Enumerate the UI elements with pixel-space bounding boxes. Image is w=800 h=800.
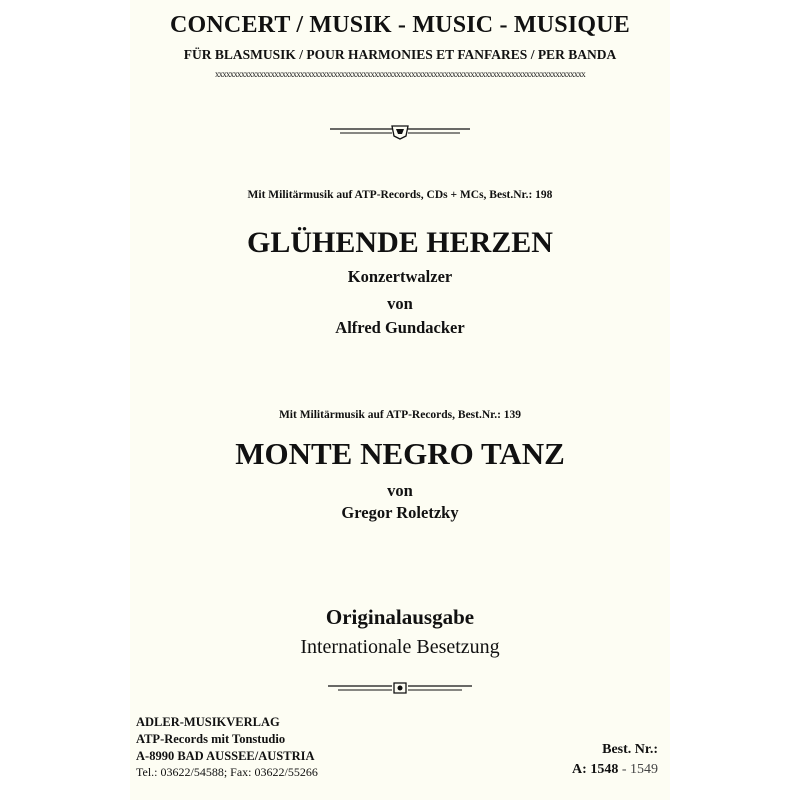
order-number-extra: - 1549 [621, 762, 658, 777]
edition-scoring: Internationale Besetzung [300, 636, 500, 658]
publisher-studio: ATP-Records mit Tonstudio [136, 732, 286, 746]
header-title: CONCERT / MUSIK - MUSIC - MUSIQUE [169, 12, 630, 38]
bottom-ornament-icon [130, 680, 670, 696]
piece2-recording-note: Mit Militärmusik auf ATP-Records, Best.Nr.: 139 [278, 409, 522, 421]
publisher-address: A-8990 BAD AUSSEE/AUSTRIA [136, 749, 315, 763]
piece2-composer: Gregor Roletzky [341, 503, 459, 522]
sheet-music-cover [130, 0, 670, 800]
piece1-by: von [387, 294, 413, 313]
order-number-main: A: 1548 [572, 762, 619, 777]
edition-type: Originalausgabe [325, 605, 475, 629]
publisher-name: ADLER-MUSIKVERLAG [136, 715, 280, 729]
order-number [572, 762, 658, 778]
piece1-composer: Alfred Gundacker [335, 318, 465, 337]
piece2-title: MONTE NEGRO TANZ [235, 436, 565, 471]
header-separator: xxxxxxxxxxxxxxxxxxxxxxxxxxxxxxxxxxxxxxxxxxxxxxxxxxxxxxxxxxxxxxxxxxxxxxxxxxxxxxxxxxxxxxxxxxxxxxxxxxxx [214, 69, 585, 79]
piece1-genre: Konzertwalzer [347, 267, 453, 286]
publisher-contact: Tel.: 03622/54588; Fax: 03622/55266 [136, 765, 318, 779]
header-subtitle: FÜR BLASMUSIK / POUR HARMONIES ET FANFARES / PER BANDA [183, 47, 617, 62]
piece1-recording-note: Mit Militärmusik auf ATP-Records, CDs + MCs, Best.Nr.: 198 [247, 189, 553, 201]
order-number-label: Best. Nr.: [602, 742, 658, 757]
piece1-title: GLÜHENDE HERZEN [247, 226, 553, 259]
piece2-by: von [387, 481, 413, 500]
top-ornament-icon [130, 124, 670, 140]
